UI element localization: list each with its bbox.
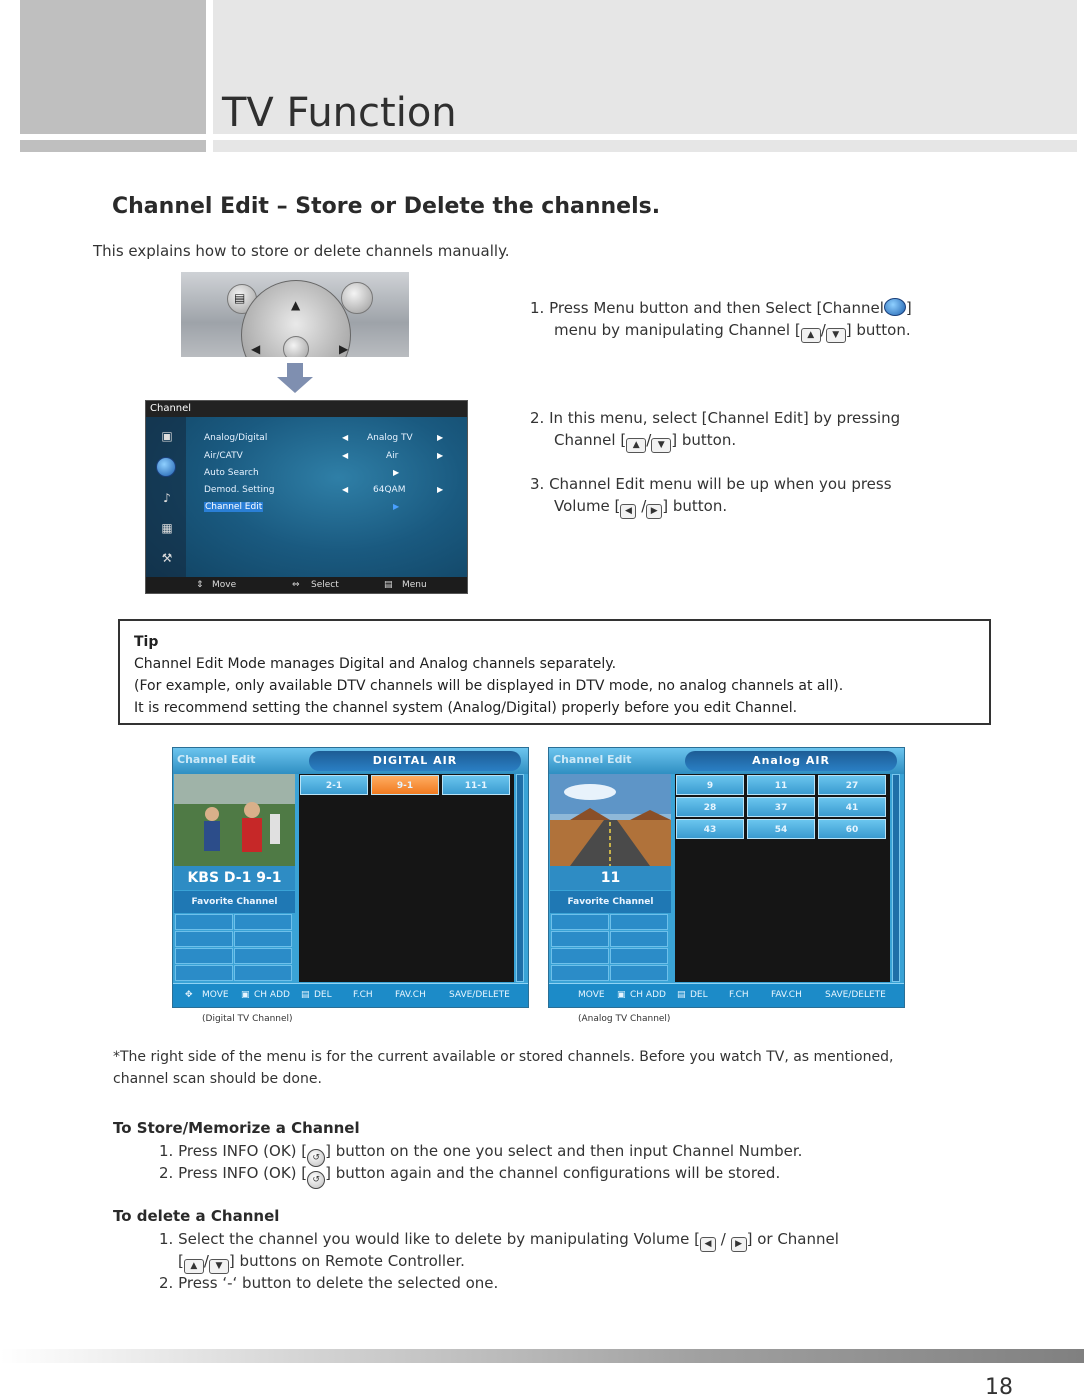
- menu-row-analog-digital: Analog/Digital: [204, 433, 268, 443]
- channel-cell: 27: [818, 775, 886, 795]
- channel-cell: 2-1: [300, 775, 368, 795]
- footer-ch-add: CH ADD: [630, 990, 666, 1000]
- favorite-slot: [610, 931, 668, 947]
- volume-down-key-icon: ◀: [620, 504, 636, 519]
- down-arrow-icon: [277, 363, 313, 393]
- page-title: TV Function: [222, 90, 457, 136]
- footer-fch: F.CH: [729, 990, 749, 1000]
- setup-icon: ▦: [161, 521, 173, 535]
- volume-down-icon: ◀: [251, 342, 261, 356]
- del-icon: ▤: [301, 990, 310, 1000]
- step-2-line-2: Channel [ ▲ / ▼ ] button.: [554, 429, 736, 453]
- menu-row-demod-setting: Demod. Setting: [204, 485, 275, 495]
- step-1-text-a: 1. Press Menu button and then Select [Channel: [530, 299, 884, 317]
- select-icon: ⇔: [292, 580, 300, 590]
- channel-up-icon: ▲: [291, 298, 301, 312]
- channel-menu-sidebar: [146, 417, 186, 579]
- tools-icon: ⚒: [161, 551, 173, 565]
- store-item-2: [159, 1162, 780, 1189]
- delete-item-1: 1. Select the channel you would like to delete by manipulating Volume [ ◀ / ▶ ] or Channel: [159, 1228, 839, 1252]
- step-1-text-d: ] button.: [845, 321, 911, 339]
- channel-cell-selected: 9-1: [371, 775, 439, 795]
- footer-menu: Menu: [402, 580, 427, 590]
- ok-key: [283, 336, 309, 357]
- step-3-text-b: Volume [: [554, 497, 621, 515]
- store-item-2-text-b: ] button again and the channel configurations will be stored.: [325, 1164, 781, 1182]
- step-3-text-c: ] button.: [662, 497, 728, 515]
- scan-note: [113, 1046, 1023, 1090]
- favorite-slot: [175, 914, 233, 930]
- channel-name: 11: [550, 866, 671, 890]
- favorite-slot: [551, 931, 609, 947]
- delete-item-1-cont: [ ▲ / ▼ ] buttons on Remote Controller.: [178, 1250, 465, 1274]
- header-rule-right: [213, 140, 1077, 152]
- delete-item-1-text-b: ] or Channel: [746, 1230, 839, 1248]
- favorite-slot: [234, 965, 292, 981]
- delete-item-2: 2. Press ‘-‘ button to delete the selected one.: [159, 1274, 499, 1292]
- channel-down-key-icon: ▼: [651, 438, 671, 453]
- footer-move: MOVE: [578, 990, 605, 1000]
- footer-bar: [0, 1349, 1084, 1363]
- volume-up-key-icon: ▶: [646, 504, 662, 519]
- digital-caption: (Digital TV Channel): [202, 1014, 293, 1024]
- scrollbar: [516, 774, 524, 982]
- move-icon: ✥: [185, 990, 193, 1000]
- edit-footer: [549, 983, 904, 1007]
- header-rule-left: [20, 140, 206, 152]
- menu-row-auto-search: Auto Search: [204, 468, 259, 478]
- edit-header: [173, 748, 528, 774]
- channel-menu-screenshot: [145, 400, 468, 594]
- favorite-slot: [610, 948, 668, 964]
- footer-save: SAVE/DELETE: [449, 990, 510, 1000]
- road-thumbnail: [550, 774, 671, 866]
- sound-icon: ♪: [163, 491, 171, 505]
- channel-globe-icon: [884, 298, 906, 316]
- volume-down-key-icon: ◀: [700, 1237, 716, 1252]
- delete-title: To delete a Channel: [113, 1207, 280, 1225]
- channel-up-key-icon: ▲: [184, 1259, 204, 1274]
- picture-icon: ▣: [161, 429, 173, 443]
- menu-row-air-catv: Air/CATV: [204, 451, 243, 461]
- favorite-slot: [175, 965, 233, 981]
- channel-cell: 11: [747, 775, 815, 795]
- volume-up-key-icon: ▶: [731, 1237, 747, 1252]
- right-arrow-icon: ▶: [437, 433, 444, 442]
- menu-value-analog-digital: Analog TV: [367, 433, 413, 443]
- page-number: 18: [985, 1375, 1013, 1400]
- right-arrow-icon: ▶: [393, 502, 400, 511]
- step-2-line-1: 2. In this menu, select [Channel Edit] by pressing: [530, 409, 901, 427]
- left-arrow-icon: ◀: [342, 451, 349, 460]
- left-arrow-icon: ◀: [342, 433, 349, 442]
- step-2-text-c: ] button.: [671, 431, 737, 449]
- channel-cell: 28: [676, 797, 744, 817]
- tip-title: Tip: [134, 634, 159, 650]
- channel-menu-footer: [146, 577, 467, 593]
- channel-globe-icon: [156, 457, 176, 477]
- footer-select: Select: [311, 580, 339, 590]
- footer-save: SAVE/DELETE: [825, 990, 886, 1000]
- favorite-slot: [610, 965, 668, 981]
- analog-channel-edit-screen: [548, 747, 905, 1008]
- step-1-text-c: menu by manipulating Channel [: [554, 321, 801, 339]
- footer-favch: FAV.CH: [771, 990, 802, 1000]
- footer-fch: F.CH: [353, 990, 373, 1000]
- right-arrow-icon: ▶: [437, 485, 444, 494]
- edit-label: Channel Edit: [177, 753, 256, 766]
- footer-move: MOVE: [202, 990, 229, 1000]
- step-1-line-2: menu by manipulating Channel [ ▲ / ▼ ] button.: [554, 319, 911, 343]
- step-1-text-b: ]: [905, 299, 912, 317]
- digital-channel-edit-screen: [172, 747, 529, 1008]
- channel-menu-title: Channel: [146, 401, 467, 417]
- channel-cell: 41: [818, 797, 886, 817]
- channel-cell: 54: [747, 819, 815, 839]
- edit-label: Channel Edit: [553, 753, 632, 766]
- favorite-slot: [175, 931, 233, 947]
- favorite-slot: [234, 931, 292, 947]
- move-icon: ⇕: [196, 580, 204, 590]
- del-icon: ▤: [677, 990, 686, 1000]
- favorite-slot: [551, 948, 609, 964]
- right-arrow-icon: ▶: [437, 451, 444, 460]
- favorite-slot: [175, 948, 233, 964]
- channel-cell: 11-1: [442, 775, 510, 795]
- footer-move: Move: [212, 580, 237, 590]
- edit-mode: DIGITAL AIR: [309, 751, 521, 771]
- menu-key-icon: ▤: [234, 291, 246, 305]
- tip-box: [118, 619, 991, 725]
- analog-caption: (Analog TV Channel): [578, 1014, 671, 1024]
- footer-del: DEL: [314, 990, 332, 1000]
- edit-mode: Analog AIR: [685, 751, 897, 771]
- tip-line-1: Channel Edit Mode manages Digital and Analog channels separately.: [134, 656, 617, 672]
- favorite-slot: [551, 965, 609, 981]
- step-3-line-1: 3. Channel Edit menu will be up when you press: [530, 475, 892, 493]
- step-1-line-1: [530, 297, 912, 319]
- channel-list-area: [299, 774, 514, 982]
- menu-value-air-catv: Air: [386, 451, 399, 461]
- favorite-channel-label: Favorite Channel: [174, 891, 295, 913]
- ok-button-icon: ↺: [307, 1171, 325, 1189]
- channel-down-key-icon: ▼: [209, 1259, 229, 1274]
- round-key: [341, 282, 373, 314]
- channel-up-key-icon: ▲: [801, 328, 821, 343]
- left-arrow-icon: ◀: [342, 485, 349, 494]
- remote-control-photo: [181, 272, 409, 357]
- tip-line-3: It is recommend setting the channel system (Analog/Digital) properly before you edit Channel.: [134, 700, 798, 716]
- soccer-thumbnail: [174, 774, 295, 866]
- store-title: To Store/Memorize a Channel: [113, 1119, 360, 1137]
- edit-header: [549, 748, 904, 774]
- favorite-slot: [234, 948, 292, 964]
- step-2-text-b: Channel [: [554, 431, 627, 449]
- footer-favch: FAV.CH: [395, 990, 426, 1000]
- store-item-2-text-a: 2. Press INFO (OK) [: [159, 1164, 308, 1182]
- channel-cell: 60: [818, 819, 886, 839]
- ok-button-icon: ↺: [307, 1149, 325, 1167]
- channel-down-key-icon: ▼: [826, 328, 846, 343]
- right-arrow-icon: ▶: [393, 468, 400, 477]
- header-gray-square: [20, 0, 206, 134]
- delete-item-1-text-d: ] buttons on Remote Controller.: [228, 1252, 465, 1270]
- favorite-slot: [610, 914, 668, 930]
- channel-name: KBS D-1 9-1: [174, 866, 295, 890]
- channel-cell: 37: [747, 797, 815, 817]
- menu-icon: ▤: [384, 580, 393, 590]
- channel-up-key-icon: ▲: [626, 438, 646, 453]
- step-3-line-2: Volume [ ◀ / ▶ ] button.: [554, 495, 727, 519]
- volume-up-icon: ▶: [339, 342, 349, 356]
- favorite-channel-label: Favorite Channel: [550, 891, 671, 913]
- section-title: Channel Edit – Store or Delete the channels.: [112, 194, 661, 219]
- ch-add-icon: ▣: [617, 990, 626, 1000]
- favorite-slot: [551, 914, 609, 930]
- tip-line-2: (For example, only available DTV channels will be displayed in DTV mode, no analog channels at all).: [134, 678, 844, 694]
- favorite-slot: [234, 914, 292, 930]
- menu-value-demod-setting: 64QAM: [373, 485, 406, 495]
- store-item-1-text-b: ] button on the one you select and then input Channel Number.: [325, 1142, 803, 1160]
- edit-footer: [173, 983, 528, 1007]
- ch-add-icon: ▣: [241, 990, 250, 1000]
- scrollbar: [892, 774, 900, 982]
- note-line-2: channel scan should be done.: [113, 1071, 322, 1087]
- footer-ch-add: CH ADD: [254, 990, 290, 1000]
- menu-row-channel-edit: Channel Edit: [205, 502, 263, 512]
- footer-del: DEL: [690, 990, 708, 1000]
- delete-item-1-text-c: [: [178, 1252, 184, 1270]
- store-item-1-text-a: 1. Press INFO (OK) [: [159, 1142, 308, 1160]
- delete-item-1-text-a: 1. Select the channel you would like to delete by manipulating Volume [: [159, 1230, 700, 1248]
- note-line-1: *The right side of the menu is for the current available or stored channels. Before you watch TV, as mentioned,: [113, 1049, 894, 1065]
- intro-text: This explains how to store or delete channels manually.: [93, 242, 510, 260]
- channel-cell: 43: [676, 819, 744, 839]
- channel-cell: 9: [676, 775, 744, 795]
